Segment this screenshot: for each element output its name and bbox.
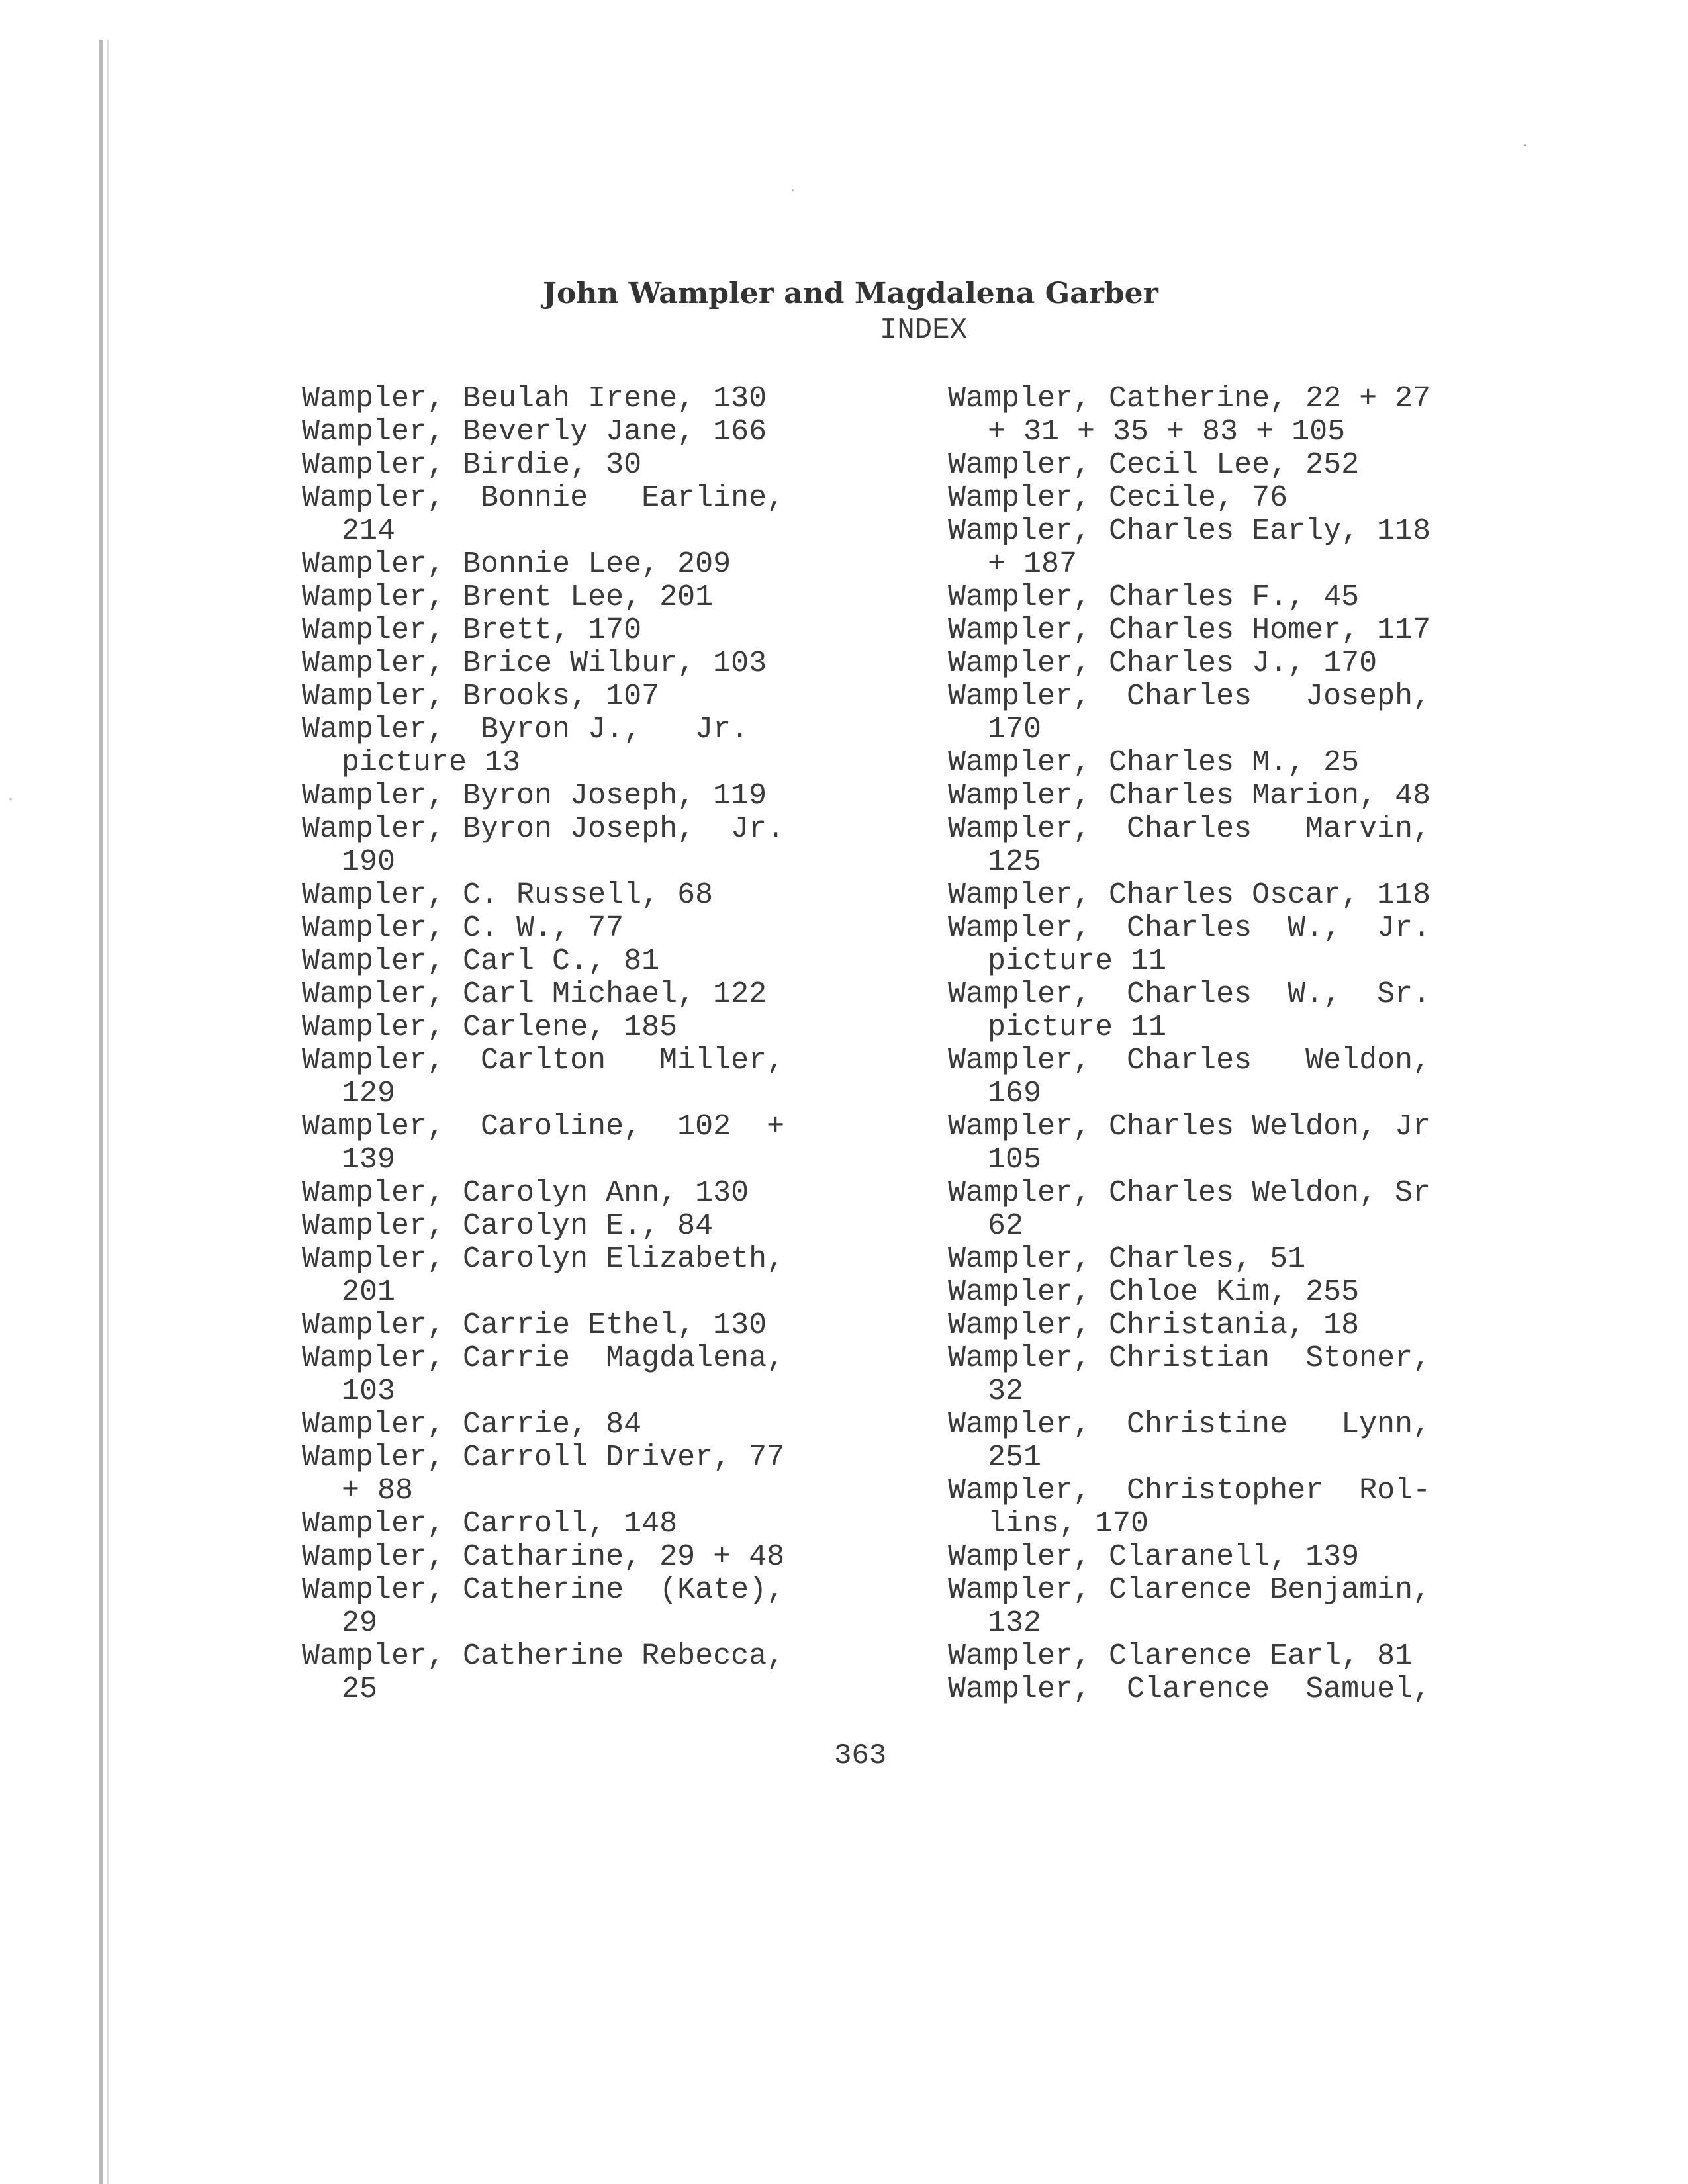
index-entry-text: Wampler, Carl C., 81 bbox=[302, 944, 660, 978]
index-entry-continuation: 169 bbox=[988, 1077, 1042, 1111]
index-entry-continuation: 125 bbox=[988, 845, 1042, 879]
index-entry bbox=[302, 879, 858, 912]
index-entry-text: Wampler, Brent Lee, 201 bbox=[302, 580, 714, 614]
scan-binding-shadow bbox=[107, 40, 109, 2184]
index-entry-text: Wampler, Carlton Miller, bbox=[302, 1044, 785, 1077]
index-entry-continuation: 190 bbox=[342, 845, 396, 879]
scan-binding-edge bbox=[99, 40, 103, 2184]
index-entry-text: Wampler, Charles F., 45 bbox=[948, 580, 1360, 614]
index-entry bbox=[948, 978, 1504, 1044]
index-entry bbox=[948, 1243, 1504, 1276]
index-entry-continuation: 132 bbox=[988, 1606, 1042, 1640]
index-entry bbox=[302, 1640, 858, 1706]
index-entry-text: Wampler, Carrie Ethel, 130 bbox=[302, 1308, 767, 1342]
index-entry bbox=[948, 614, 1504, 647]
index-entry-continuation: 25 bbox=[342, 1672, 378, 1706]
index-entry-text: Wampler, Carrie Magdalena, bbox=[302, 1342, 785, 1375]
index-entry bbox=[302, 614, 858, 647]
index-entry bbox=[302, 1044, 858, 1111]
index-entry-text: Wampler, C. W., 77 bbox=[302, 911, 624, 945]
index-entry-continuation: picture 13 bbox=[342, 746, 521, 780]
index-entry bbox=[948, 1408, 1504, 1475]
index-entry-text: Wampler, Bonnie Earline, bbox=[302, 481, 785, 515]
index-entry bbox=[948, 1673, 1504, 1706]
index-entry bbox=[302, 813, 858, 879]
index-entry-continuation: + 31 + 35 + 83 + 105 bbox=[988, 415, 1346, 449]
index-entry bbox=[302, 1441, 858, 1508]
index-entry bbox=[302, 548, 858, 581]
index-entry-continuation: 201 bbox=[342, 1275, 396, 1309]
index-entry-text: Wampler, Carrie, 84 bbox=[302, 1408, 642, 1441]
index-heading: INDEX bbox=[879, 314, 968, 347]
index-entry-text: Wampler, Charles Oscar, 118 bbox=[948, 878, 1431, 912]
index-entry-text: Wampler, C. Russell, 68 bbox=[302, 878, 714, 912]
index-entry-continuation: 251 bbox=[988, 1441, 1042, 1475]
index-entry-text: Wampler, Brett, 170 bbox=[302, 614, 642, 647]
scan-speck bbox=[792, 189, 794, 191]
index-entry bbox=[302, 1243, 858, 1309]
index-entry-text: Wampler, Charles Joseph, bbox=[948, 680, 1431, 713]
index-entry bbox=[948, 1541, 1504, 1574]
index-entry bbox=[948, 1276, 1504, 1309]
index-entry-text: Wampler, Carl Michael, 122 bbox=[302, 978, 767, 1011]
index-entry-text: Wampler, Christine Lynn, bbox=[948, 1408, 1431, 1441]
index-entry-text: Wampler, Catherine (Kate), bbox=[302, 1573, 785, 1607]
index-entry bbox=[302, 1177, 858, 1210]
index-entry-continuation: 32 bbox=[988, 1375, 1024, 1408]
scan-speck bbox=[9, 798, 12, 800]
index-entry bbox=[302, 449, 858, 482]
index-entry-text: Wampler, Cecil Lee, 252 bbox=[948, 448, 1360, 482]
index-entry-text: Wampler, Beverly Jane, 166 bbox=[302, 415, 767, 449]
index-entry bbox=[302, 1011, 858, 1044]
index-entry-text: Wampler, Claranell, 139 bbox=[948, 1540, 1360, 1574]
index-entry-text: Wampler, Charles W., Jr. bbox=[948, 911, 1431, 945]
scan-speck bbox=[1524, 144, 1526, 146]
index-entry-continuation: + 187 bbox=[988, 547, 1078, 581]
index-entry-continuation: 129 bbox=[342, 1077, 396, 1111]
index-column-left bbox=[302, 383, 858, 1706]
index-entry bbox=[302, 780, 858, 813]
index-entry-text: Wampler, Charles J., 170 bbox=[948, 647, 1378, 680]
index-entry-continuation: picture 11 bbox=[988, 944, 1167, 978]
index-entry-continuation: 170 bbox=[988, 713, 1042, 747]
index-entry bbox=[302, 1342, 858, 1408]
page-title: John Wampler and Magdalena Garber bbox=[543, 277, 1158, 310]
index-entry-continuation: 139 bbox=[342, 1143, 396, 1177]
index-entry-text: Wampler, Charles Homer, 117 bbox=[948, 614, 1431, 647]
index-entry-continuation: lins, 170 bbox=[988, 1507, 1149, 1541]
index-entry-text: Wampler, Carolyn Elizabeth, bbox=[302, 1242, 785, 1276]
index-entry-text: Wampler, Christopher Rol- bbox=[948, 1474, 1431, 1508]
index-entry bbox=[948, 1640, 1504, 1673]
index-entry bbox=[302, 581, 858, 614]
index-entry-text: Wampler, Caroline, 102 + bbox=[302, 1110, 785, 1144]
index-entry bbox=[302, 1309, 858, 1342]
index-entry-text: Wampler, Charles Weldon, bbox=[948, 1044, 1431, 1077]
index-entry bbox=[948, 680, 1504, 747]
index-entry bbox=[302, 680, 858, 713]
index-entry bbox=[302, 1210, 858, 1243]
index-entry bbox=[302, 912, 858, 945]
index-entry-continuation: 214 bbox=[342, 514, 396, 548]
index-entry-continuation: 29 bbox=[342, 1606, 378, 1640]
index-entry-text: Wampler, Catherine, 22 + 27 bbox=[948, 382, 1431, 416]
index-entry-text: Wampler, Byron Joseph, 119 bbox=[302, 779, 767, 813]
index-entry bbox=[302, 1408, 858, 1441]
index-entry-text: Wampler, Beulah Irene, 130 bbox=[302, 382, 767, 416]
index-entry-text: Wampler, Clarence Samuel, bbox=[948, 1672, 1431, 1706]
index-entry bbox=[948, 1475, 1504, 1541]
index-entry-continuation: picture 11 bbox=[988, 1011, 1167, 1044]
index-entry-text: Wampler, Christian Stoner, bbox=[948, 1342, 1431, 1375]
index-entry-text: Wampler, Byron J., Jr. bbox=[302, 713, 749, 747]
index-entry bbox=[302, 1541, 858, 1574]
index-entry bbox=[948, 879, 1504, 912]
index-entry-text: Wampler, Byron Joseph, Jr. bbox=[302, 812, 785, 846]
index-entry bbox=[302, 1111, 858, 1177]
index-entry-text: Wampler, Charles Marion, 48 bbox=[948, 779, 1431, 813]
index-entry-text: Wampler, Catharine, 29 + 48 bbox=[302, 1540, 785, 1574]
index-entry-continuation: 103 bbox=[342, 1375, 396, 1408]
index-entry-continuation: + 88 bbox=[342, 1474, 414, 1508]
index-entry-text: Wampler, Brice Wilbur, 103 bbox=[302, 647, 767, 680]
index-entry-text: Wampler, Birdie, 30 bbox=[302, 448, 642, 482]
index-entry-text: Wampler, Charles Marvin, bbox=[948, 812, 1431, 846]
index-entry bbox=[948, 1309, 1504, 1342]
index-entry-continuation: 105 bbox=[988, 1143, 1042, 1177]
index-entry bbox=[302, 647, 858, 680]
index-entry-text: Wampler, Clarence Earl, 81 bbox=[948, 1639, 1413, 1673]
index-entry bbox=[948, 647, 1504, 680]
index-entry-text: Wampler, Charles Weldon, Sr bbox=[948, 1176, 1431, 1210]
index-entry bbox=[948, 515, 1504, 581]
index-entry bbox=[948, 383, 1504, 449]
index-entry-text: Wampler, Bonnie Lee, 209 bbox=[302, 547, 731, 581]
index-entry-text: Wampler, Carroll, 148 bbox=[302, 1507, 678, 1541]
index-entry bbox=[948, 1177, 1504, 1243]
index-entry-text: Wampler, Brooks, 107 bbox=[302, 680, 660, 713]
page-number: 363 bbox=[834, 1739, 887, 1772]
index-entry-text: Wampler, Catherine Rebecca, bbox=[302, 1639, 785, 1673]
index-entry bbox=[302, 1508, 858, 1541]
index-entry-text: Wampler, Carroll Driver, 77 bbox=[302, 1441, 785, 1475]
index-entry bbox=[302, 713, 858, 780]
index-entry-text: Wampler, Clarence Benjamin, bbox=[948, 1573, 1431, 1607]
index-entry-text: Wampler, Charles M., 25 bbox=[948, 746, 1360, 780]
index-entry bbox=[948, 1111, 1504, 1177]
index-entry bbox=[302, 978, 858, 1011]
index-entry-continuation: 62 bbox=[988, 1209, 1024, 1243]
index-entry bbox=[302, 383, 858, 416]
index-entry bbox=[948, 449, 1504, 482]
index-entry bbox=[302, 482, 858, 548]
index-entry bbox=[948, 780, 1504, 813]
index-entry-text: Wampler, Carolyn E., 84 bbox=[302, 1209, 714, 1243]
index-entry bbox=[302, 1574, 858, 1640]
index-entry-text: Wampler, Charles Early, 118 bbox=[948, 514, 1431, 548]
index-entry-text: Wampler, Charles, 51 bbox=[948, 1242, 1306, 1276]
index-entry bbox=[948, 1342, 1504, 1408]
index-entry-text: Wampler, Charles Weldon, Jr bbox=[948, 1110, 1431, 1144]
index-entry-text: Wampler, Chloe Kim, 255 bbox=[948, 1275, 1360, 1309]
index-entry bbox=[948, 1044, 1504, 1111]
index-entry-text: Wampler, Christania, 18 bbox=[948, 1308, 1360, 1342]
index-entry bbox=[948, 1574, 1504, 1640]
index-entry bbox=[948, 581, 1504, 614]
index-entry-text: Wampler, Charles W., Sr. bbox=[948, 978, 1431, 1011]
index-entry-text: Wampler, Carlene, 185 bbox=[302, 1011, 678, 1044]
index-entry bbox=[948, 912, 1504, 978]
index-entry bbox=[948, 482, 1504, 515]
index-entry bbox=[302, 416, 858, 449]
index-entry bbox=[948, 813, 1504, 879]
index-column-right bbox=[948, 383, 1504, 1706]
index-entry bbox=[948, 747, 1504, 780]
index-entry-text: Wampler, Cecile, 76 bbox=[948, 481, 1288, 515]
index-entry bbox=[302, 945, 858, 978]
index-entry-text: Wampler, Carolyn Ann, 130 bbox=[302, 1176, 749, 1210]
